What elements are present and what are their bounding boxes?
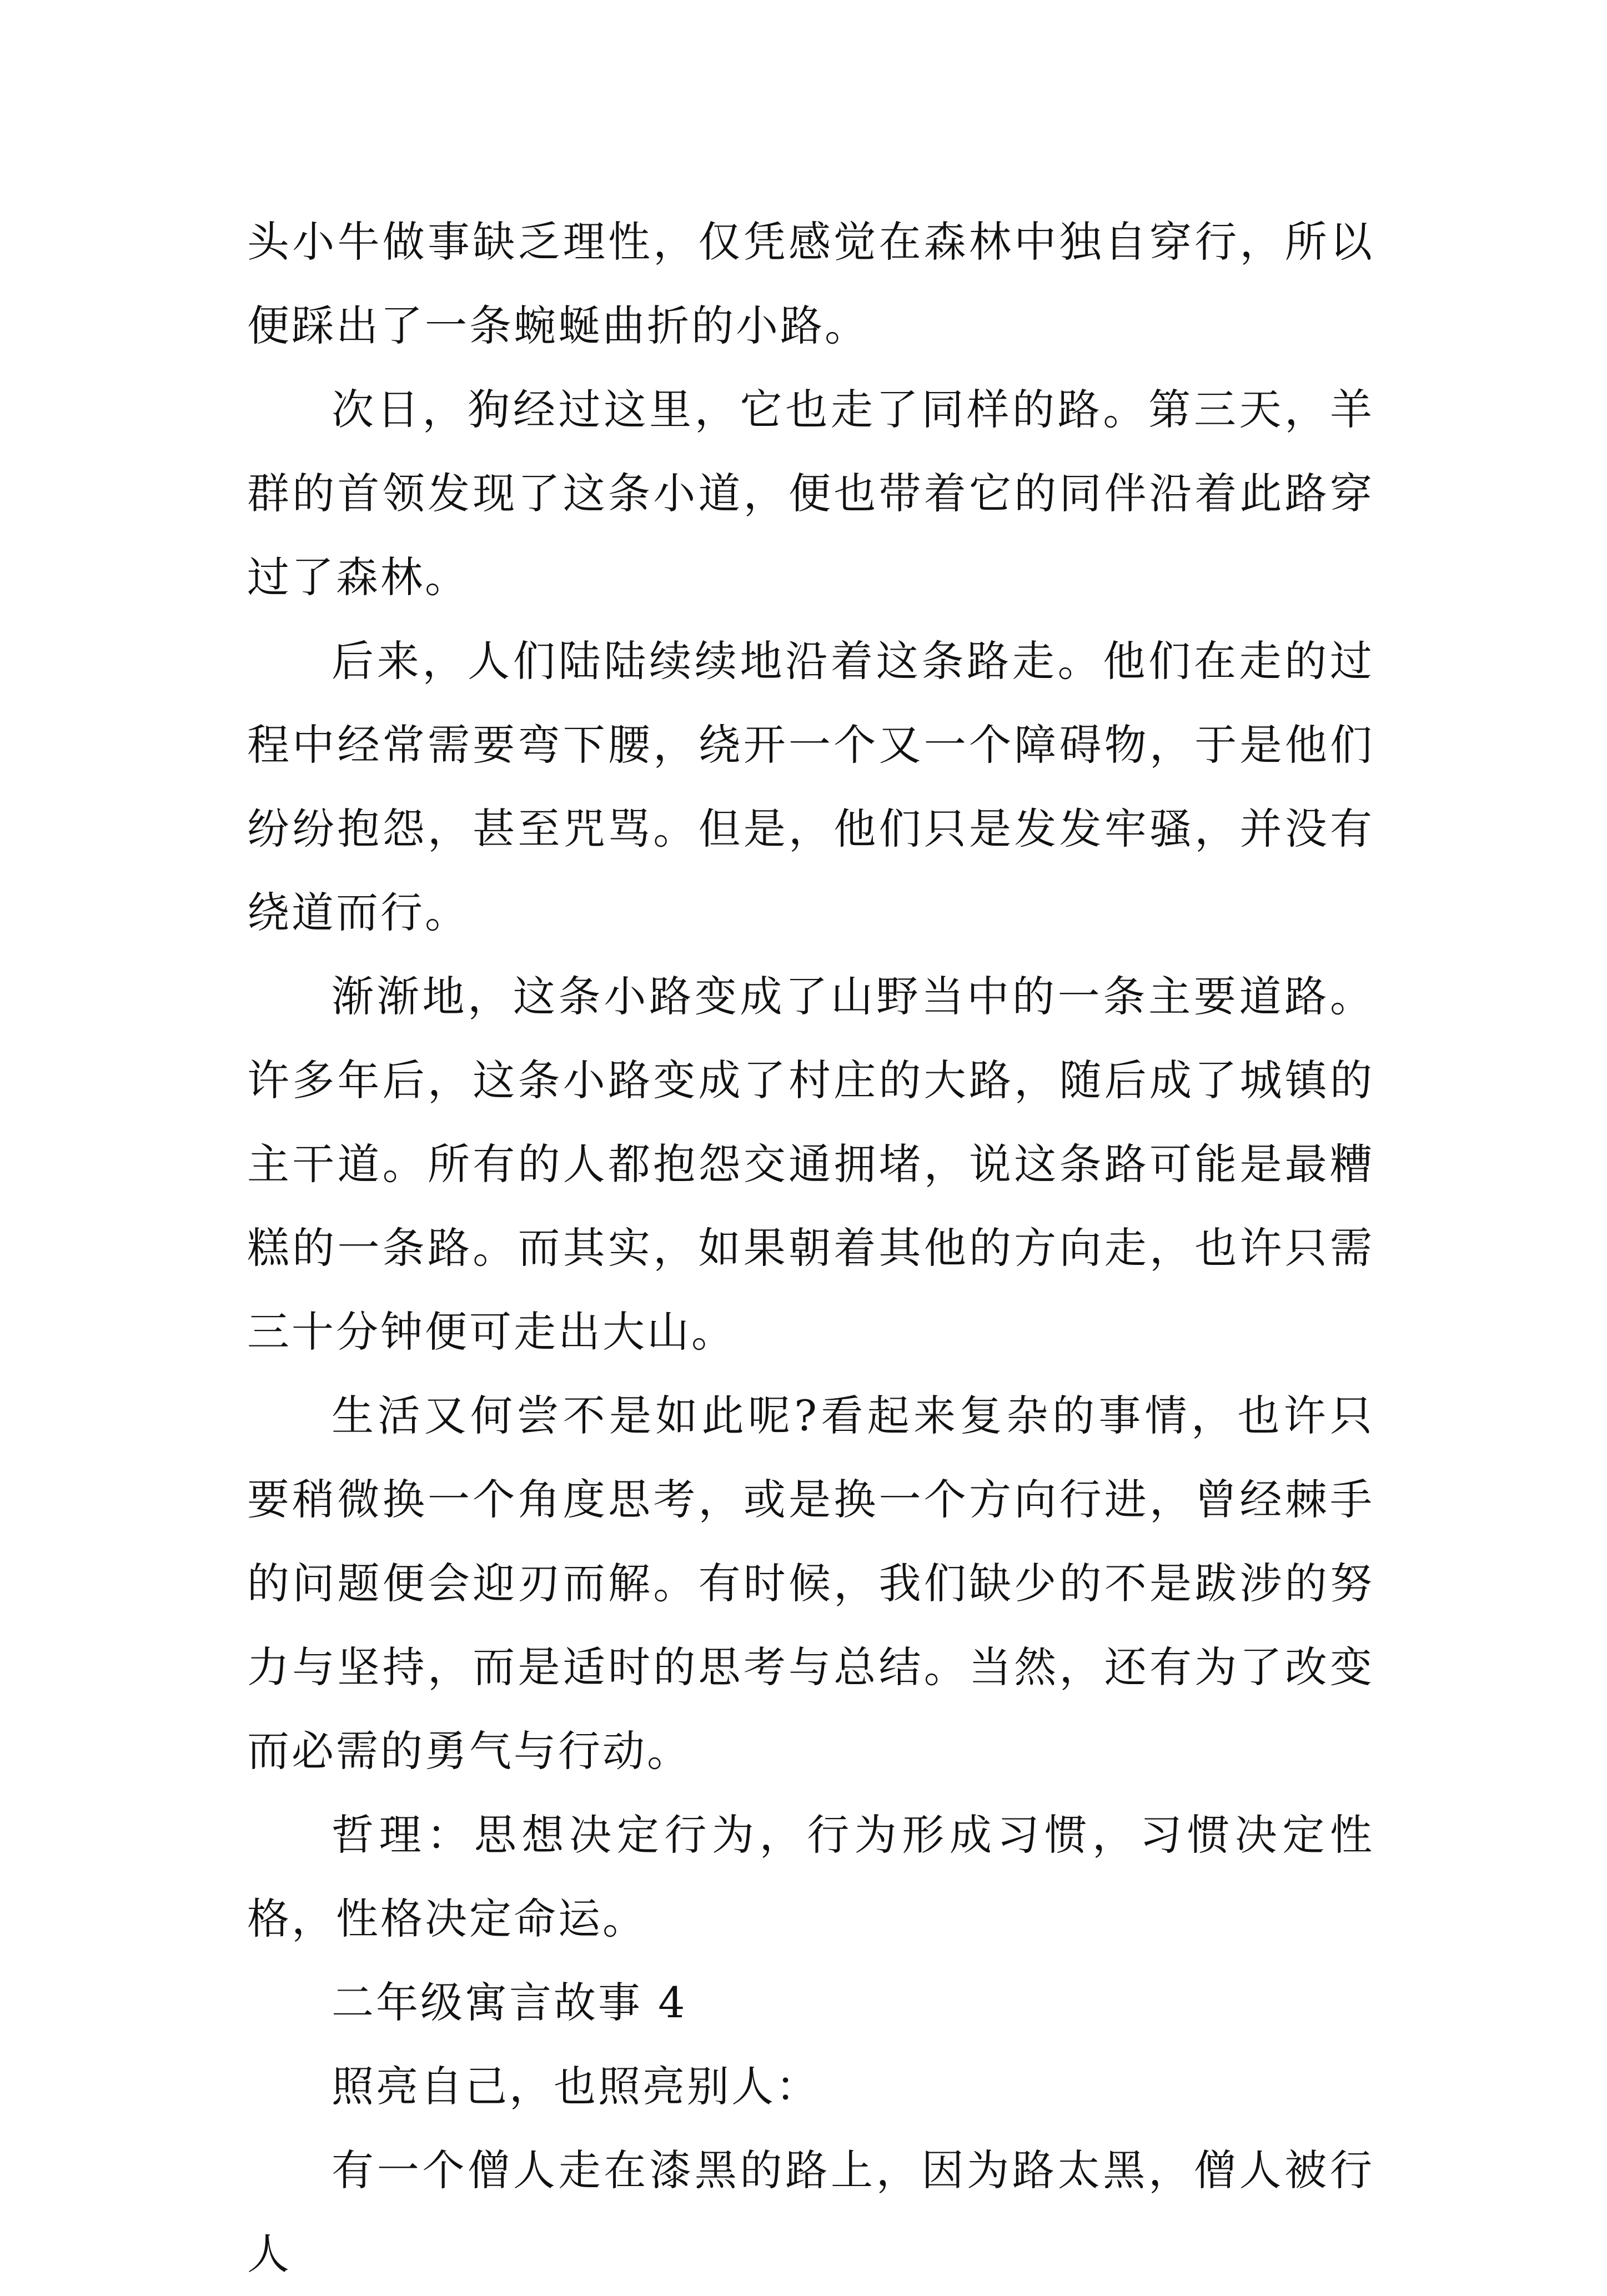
- story-subtitle: 照亮自己，也照亮别人：: [332, 2062, 820, 2111]
- paragraph-people-walking: 后来，人们陆陆续续地沿着这条路走。他们在走的过程中经常需要弯下腰，绕开一个又一个障碍物，于是他们纷纷抱怨，甚至咒骂。但是，他们只是发发牢骚，并没有绕道而行。: [247, 636, 1374, 937]
- document-body: [247, 200, 1374, 2296]
- paragraph-dog-and-sheep: 次日，狗经过这里，它也走了同样的路。第三天，羊群的首领发现了这条小道，便也带着它的同伴沿着此路穿过了森林。: [247, 385, 1374, 602]
- paragraph-monk-story: 有一个僧人走在漆黑的路上，因为路太黑，僧人被行人: [247, 2146, 1374, 2279]
- story-heading: 二年级寓言故事 4: [332, 1978, 687, 2027]
- paragraph-moral: 哲理：思想决定行为，行为形成习惯，习惯决定性格，性格决定命运。: [247, 1810, 1374, 1943]
- paragraph-life-reflection: 生活又何尝不是如此呢?看起来复杂的事情，也许只要稍微换一个角度思考，或是换一个方向行进，曾经棘手的问题便会迎刃而解。有时候，我们缺少的不是跋涉的努力与坚持，而是适时的思考与总结。当然，还有为了改变而必需的勇气与行动。: [247, 1391, 1374, 1776]
- paragraph-continuation: 头小牛做事缺乏理性，仅凭感觉在森林中独自穿行，所以便踩出了一条蜿蜒曲折的小路。: [247, 217, 1374, 350]
- paragraph-road-becomes-main: 渐渐地，这条小路变成了山野当中的一条主要道路。许多年后，这条小路变成了村庄的大路，随后成了城镇的主干道。所有的人都抱怨交通拥堵，说这条路可能是最糟糕的一条路。而其实，如果朝着其他的方向走，也许只需三十分钟便可走出大山。: [247, 972, 1374, 1357]
